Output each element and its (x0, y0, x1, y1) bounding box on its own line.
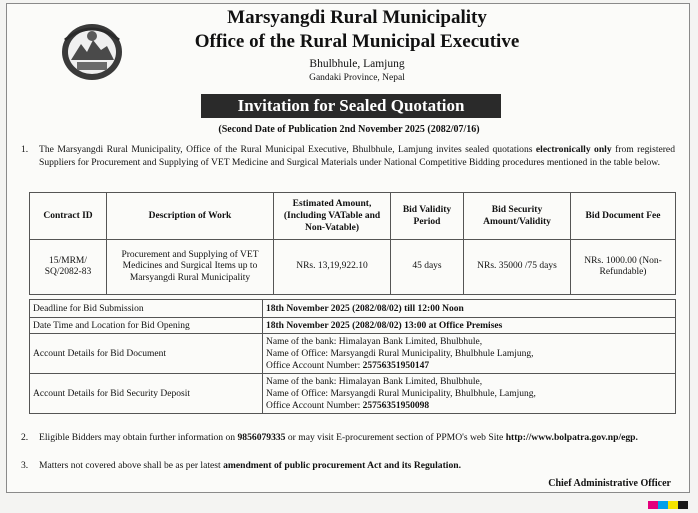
item-text: Matters not covered above shall be as per latest (39, 460, 224, 471)
contact-phone: 9856079335 (237, 432, 286, 443)
table-cell: Procurement and Supplying of VET Medicines and Surgical Items up to Marsyangdi Rural Municipality (107, 240, 274, 295)
item-number: 2. (21, 432, 29, 443)
bid-details-table (29, 299, 676, 414)
table-cell: 45 days (391, 240, 464, 295)
bank-name: Name of the bank: Himalayan Bank Limited, Bhulbhule, (266, 336, 483, 347)
table-row (30, 240, 676, 295)
table-cell: NRs. 35000 /75 days (464, 240, 571, 295)
account-number: 25756351950098 (362, 400, 430, 411)
column-header: Bid Document Fee (571, 193, 676, 240)
item-2 (21, 432, 675, 445)
detail-label: Account Details for Bid Security Deposit (30, 374, 263, 414)
item-number: 1. (21, 144, 29, 155)
table-cell: 15/MRM/ SQ/2082-83 (30, 240, 107, 295)
office-name-line: Name of Office: Marsyangdi Rural Municipality, Bhulbhule Lamjung, (266, 348, 534, 359)
column-header: Contract ID (30, 193, 107, 240)
signatory-title: Chief Administrative Officer (548, 478, 671, 489)
column-header: Estimated Amount, (Including VATable and Non-Vatable) (274, 193, 391, 240)
contract-table (29, 192, 676, 295)
item-text: The Marsyangdi Rural Municipality, Office of the Rural Municipal Executive, Bhulbhule, Lamjung invites sealed quotations (39, 144, 536, 155)
table-row (30, 318, 676, 334)
column-header: Description of Work (107, 193, 274, 240)
office-location: Bhulbhule, Lamjung (309, 58, 405, 70)
column-header: Bid Validity Period (391, 193, 464, 240)
detail-value (263, 374, 676, 414)
office-name: Office of the Rural Municipal Executive (194, 31, 520, 52)
opening-value: 18th November 2025 (2082/08/02) 13:00 at Office Premises (266, 320, 503, 331)
website-link[interactable]: http://www.bolpatra.gov.np/egp. (505, 432, 638, 443)
publication-date: (Second Date of Publication 2nd November 2025 (2082/07/16) (218, 124, 480, 135)
table-row (30, 374, 676, 414)
table-cell: NRs. 13,19,922.10 (274, 240, 391, 295)
table-row (30, 300, 676, 318)
account-label: Office Account Number: (266, 360, 363, 371)
notice-title: Invitation for Sealed Quotation (201, 94, 501, 118)
color-swatch (678, 501, 688, 509)
letterhead (137, 6, 577, 85)
province: Gandaki Province, Nepal (309, 73, 405, 83)
item-emphasis: electronically only (535, 144, 612, 155)
account-line (266, 360, 672, 372)
column-header: Bid Security Amount/Validity (464, 193, 571, 240)
municipality-name: Marsyangdi Rural Municipality (227, 7, 487, 28)
detail-value (263, 300, 676, 318)
item-text: from registered Suppliers for Procurement and Supplying of VET Medicine and Surgical Materials under National Competitive Bidding procedures mentioned in the table below. (39, 144, 675, 168)
detail-label: Deadline for Bid Submission (30, 300, 263, 318)
item-number: 3. (21, 460, 29, 471)
item-text: or may visit E-procurement section of PPMO's web Site (285, 432, 506, 443)
account-label: Office Account Number: (266, 400, 363, 411)
color-swatch (668, 501, 678, 509)
detail-label: Account Details for Bid Document (30, 334, 263, 374)
table-header-row (30, 193, 676, 240)
notice-frame (6, 3, 690, 493)
item-text: Eligible Bidders may obtain further information on (39, 432, 238, 443)
table-cell: NRs. 1000.00 (Non-Refundable) (571, 240, 676, 295)
office-name-line: Name of Office: Marsyangdi Rural Municipality, Bhulbhule, Lamjung, (266, 388, 536, 399)
account-line (266, 400, 672, 412)
color-swatch (658, 501, 668, 509)
account-number: 25756351950147 (362, 360, 430, 371)
item-emphasis: amendment of public procurement Act and its Regulation. (223, 460, 461, 471)
detail-value (263, 334, 676, 374)
municipality-emblem-icon (57, 20, 127, 84)
color-swatch (648, 501, 658, 509)
bank-name: Name of the bank: Himalayan Bank Limited, Bhulbhule, (266, 376, 483, 387)
table-row (30, 334, 676, 374)
item-1 (21, 144, 675, 169)
detail-value (263, 318, 676, 334)
print-color-bar (648, 501, 688, 509)
detail-label: Date Time and Location for Bid Opening (30, 318, 263, 334)
item-3 (21, 460, 675, 473)
deadline-value: 18th November 2025 (2082/08/02) till 12:00 Noon (266, 303, 464, 314)
